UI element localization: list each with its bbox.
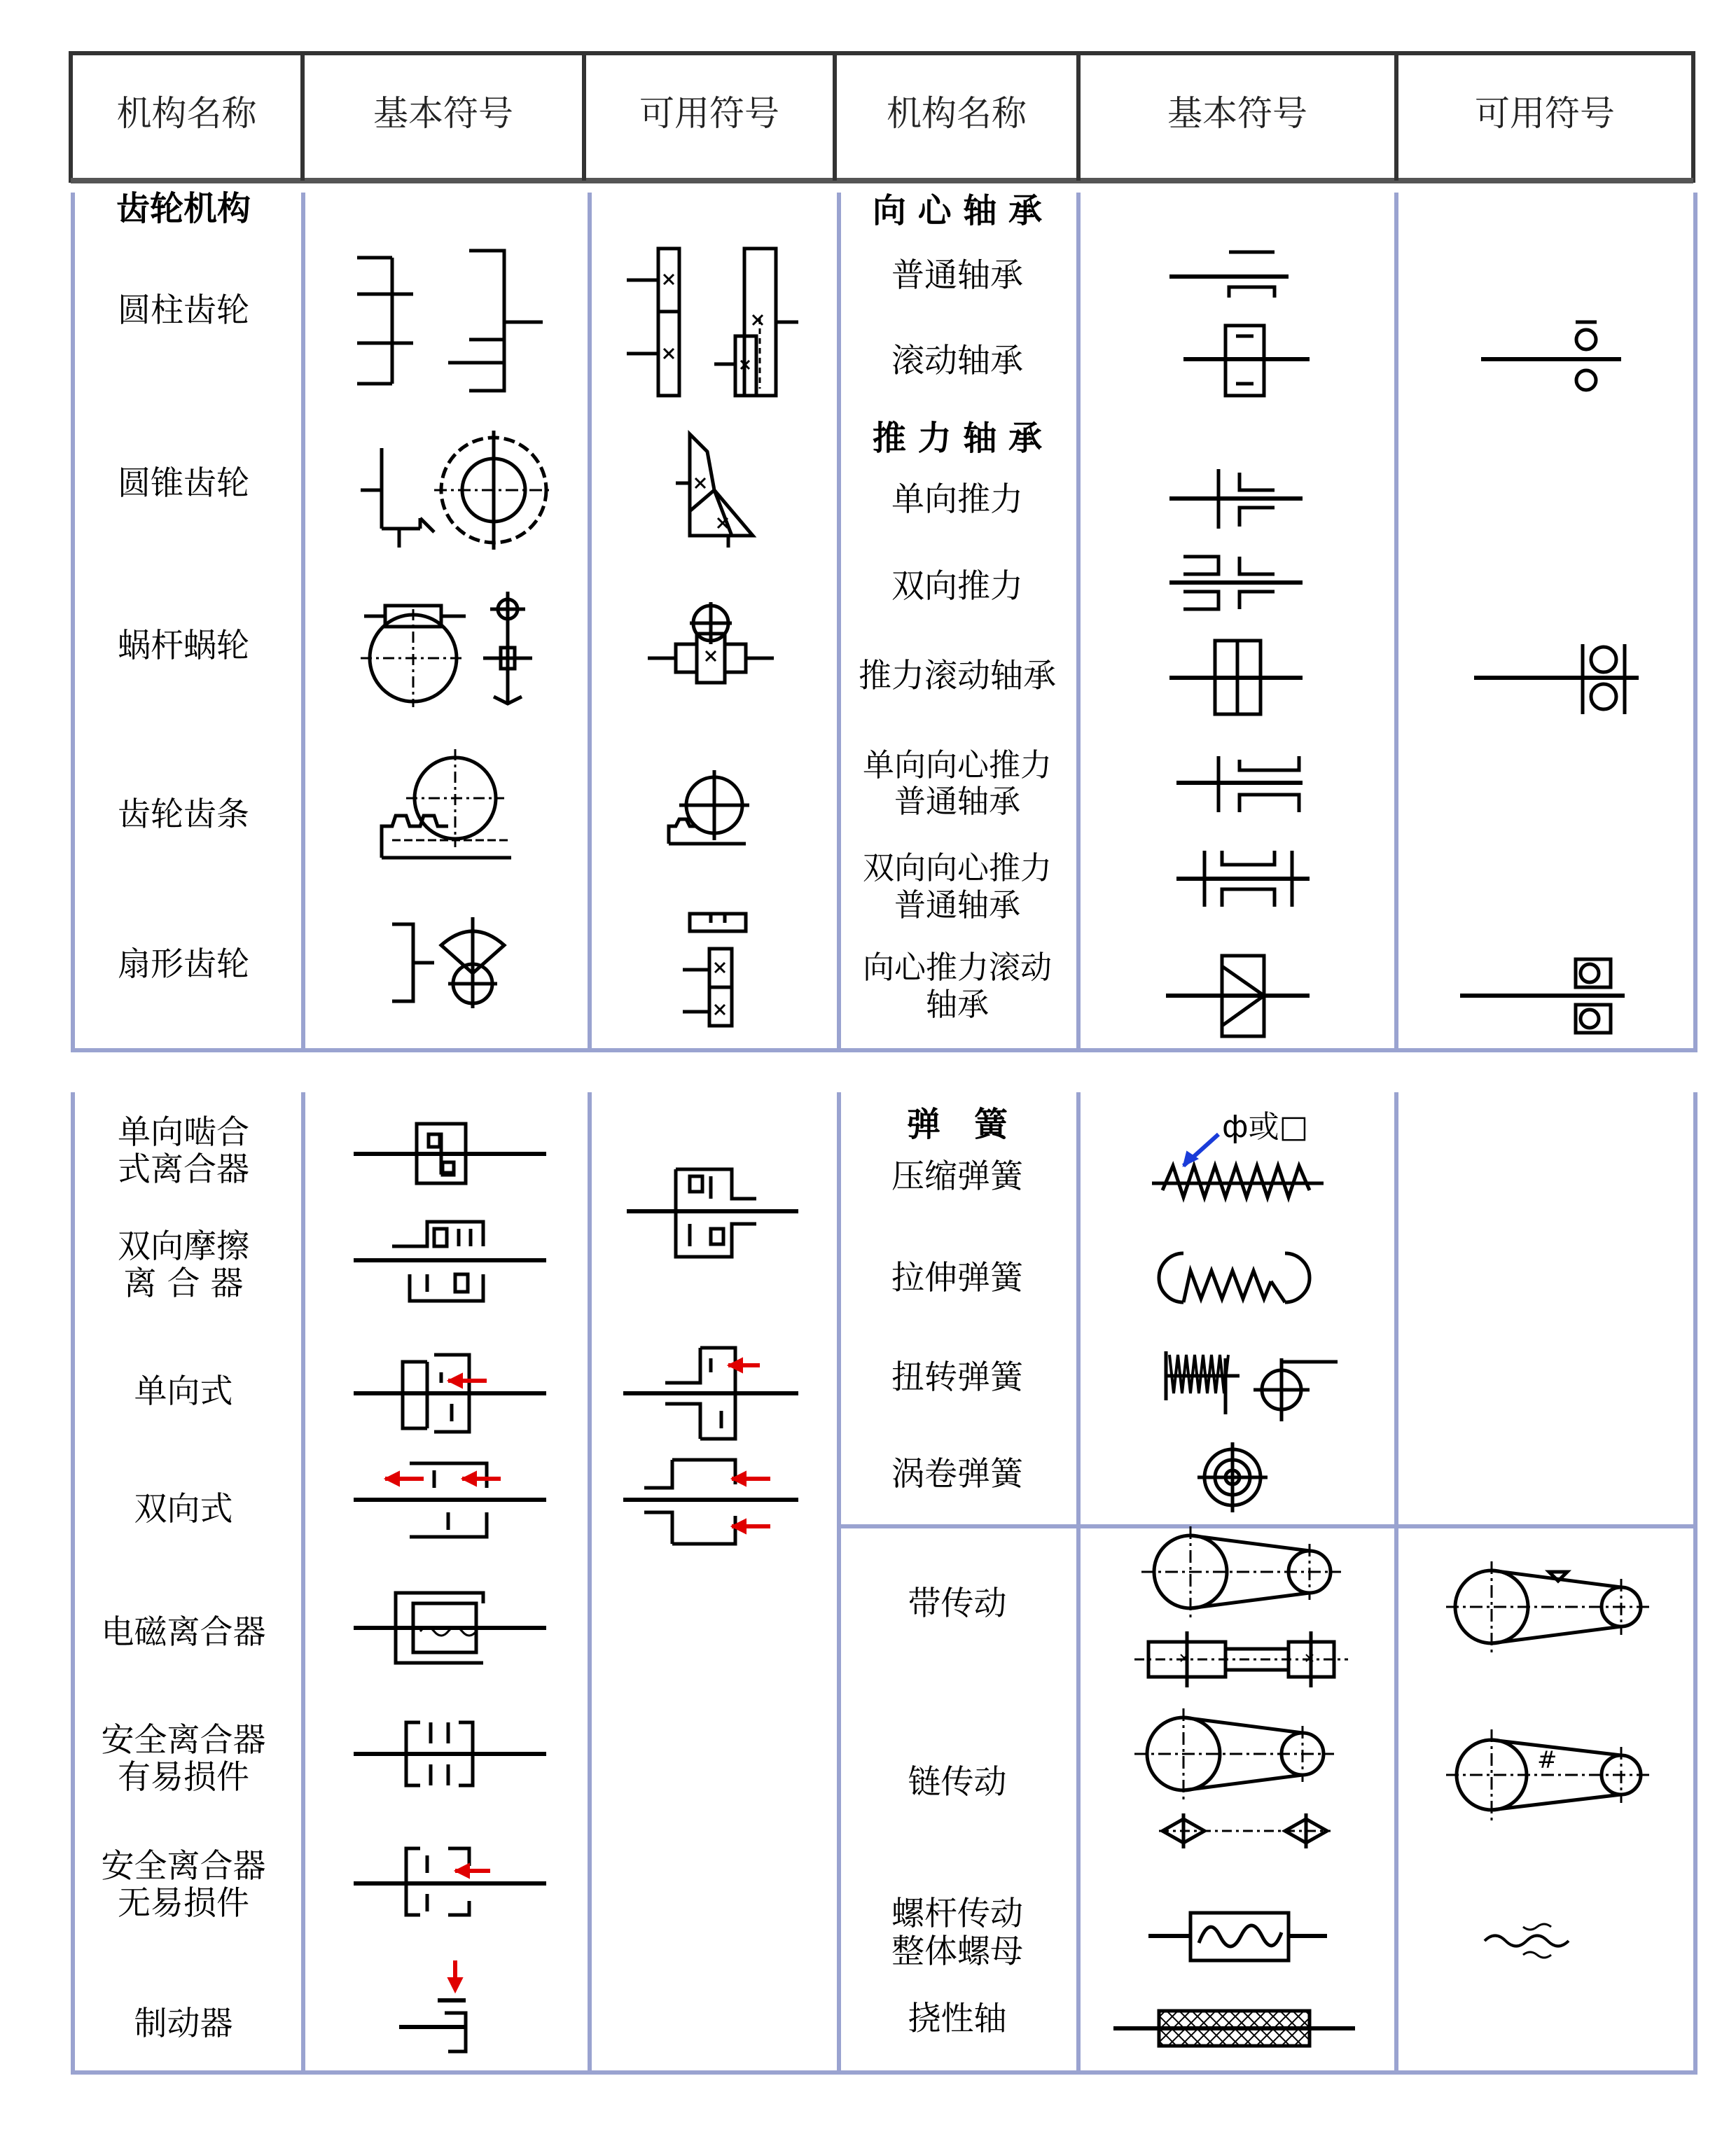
one-way-thrust-symbol bbox=[1169, 469, 1303, 529]
compression-spring-symbol bbox=[1152, 1134, 1324, 1197]
label-spiral-spring: 涡卷弹簧 bbox=[891, 1455, 1023, 1493]
label-clutch-4: 双向式 bbox=[134, 1490, 233, 1528]
label-bevel-gear: 圆锥齿轮 bbox=[118, 464, 249, 503]
two-way-clutch-alt-symbol bbox=[623, 1460, 798, 1544]
bevel-gear-alt-symbol bbox=[676, 434, 753, 548]
header-basic-symbol-2: 基本符号 bbox=[1167, 93, 1307, 134]
plain-bearing-symbol bbox=[1169, 252, 1289, 298]
tension-spring-symbol bbox=[1159, 1253, 1310, 1302]
label-worm-gear: 蜗杆蜗轮 bbox=[118, 627, 249, 665]
chain-mark: # bbox=[1537, 1746, 1557, 1774]
chain-drive-alt-symbol bbox=[1446, 1729, 1649, 1820]
worm-gear-alt-symbol bbox=[648, 602, 774, 683]
label-chain-drive: 链传动 bbox=[908, 1763, 1007, 1802]
header-alt-symbol: 可用符号 bbox=[639, 93, 779, 134]
brake-symbol bbox=[399, 1960, 466, 2051]
section-title-gears: 齿轮机构 bbox=[116, 189, 251, 228]
sector-gear-alt-symbol bbox=[683, 914, 746, 1026]
belt-drive-alt-symbol bbox=[1446, 1561, 1649, 1652]
label-combo-bearing-1b: 普通轴承 bbox=[894, 783, 1020, 820]
rack-pinion-basic-symbol bbox=[382, 749, 511, 858]
label-clutch-7b: 无易损件 bbox=[118, 1884, 249, 1923]
radial-thrust-bearing-1-symbol bbox=[1176, 756, 1303, 812]
screw-drive-alt-symbol bbox=[1485, 1924, 1569, 1958]
label-clutch-3: 单向式 bbox=[134, 1372, 233, 1411]
label-clutch-1b: 式离合器 bbox=[118, 1150, 249, 1189]
belt-drive-basic-symbol bbox=[1134, 1526, 1348, 1687]
section-title-radial-bearing: 向 心 轴 承 bbox=[872, 191, 1043, 230]
clutch-alt-symbol bbox=[627, 1169, 798, 1257]
one-way-mesh-clutch-basic-symbol bbox=[354, 1124, 546, 1183]
label-compression-spring: 压缩弹簧 bbox=[891, 1157, 1023, 1196]
rolling-bearing-symbol bbox=[1183, 326, 1310, 396]
electromagnetic-clutch-symbol bbox=[354, 1593, 546, 1663]
spring-note: ф或□ bbox=[1222, 1109, 1309, 1145]
label-clutch-7a: 安全离合器 bbox=[101, 1847, 266, 1886]
two-way-friction-clutch-basic-symbol bbox=[354, 1222, 546, 1301]
spur-gear-alt-symbol bbox=[627, 249, 798, 396]
rolling-bearing-alt-symbol bbox=[1481, 322, 1621, 390]
label-spur-gear: 圆柱齿轮 bbox=[118, 291, 249, 330]
safety-clutch-1-symbol bbox=[354, 1722, 546, 1785]
label-combo-bearing-3b: 轴承 bbox=[925, 986, 989, 1023]
label-two-way-thrust: 双向推力 bbox=[891, 567, 1023, 606]
spur-gear-basic-symbol bbox=[357, 251, 543, 391]
radial-thrust-bearing-2-symbol bbox=[1176, 851, 1310, 907]
label-belt-drive: 带传动 bbox=[908, 1584, 1007, 1623]
bevel-gear-basic-symbol bbox=[361, 431, 553, 550]
label-screw-drive-b: 整体螺母 bbox=[891, 1932, 1023, 1971]
label-one-way-thrust: 单向推力 bbox=[891, 480, 1023, 519]
thrust-rolling-alt-symbol bbox=[1474, 644, 1639, 714]
torsion-spring-symbol bbox=[1166, 1351, 1338, 1421]
radial-thrust-rolling-alt-symbol bbox=[1460, 959, 1625, 1033]
spiral-spring-symbol bbox=[1197, 1442, 1268, 1512]
screw-drive-basic-symbol bbox=[1148, 1913, 1327, 1960]
label-tension-spring: 拉伸弹簧 bbox=[891, 1259, 1023, 1297]
worm-gear-basic-symbol bbox=[361, 592, 532, 707]
sector-gear-basic-symbol bbox=[392, 917, 504, 1008]
header-alt-symbol-2: 可用符号 bbox=[1475, 93, 1615, 134]
label-clutch-2a: 双向摩擦 bbox=[118, 1227, 249, 1266]
radial-thrust-rolling-bearing-symbol bbox=[1166, 956, 1310, 1036]
label-clutch-6b: 有易损件 bbox=[118, 1758, 249, 1797]
label-clutch-2b: 离 合 器 bbox=[123, 1264, 244, 1303]
label-plain-bearing: 普通轴承 bbox=[891, 256, 1023, 295]
label-screw-drive-a: 螺杆传动 bbox=[891, 1895, 1023, 1933]
one-way-clutch-basic-symbol bbox=[354, 1355, 546, 1432]
label-combo-bearing-1a: 单向向心推力 bbox=[862, 746, 1052, 783]
label-combo-bearing-3a: 向心推力滚动 bbox=[862, 949, 1052, 986]
header-mechanism-name: 机构名称 bbox=[116, 93, 257, 134]
label-combo-bearing-2b: 普通轴承 bbox=[894, 886, 1020, 924]
label-sector-gear: 扇形齿轮 bbox=[118, 945, 249, 984]
label-thrust-rolling-bearing: 推力滚动轴承 bbox=[859, 657, 1056, 695]
safety-clutch-2-symbol bbox=[354, 1848, 546, 1915]
label-flexible-shaft: 挠性轴 bbox=[908, 2000, 1007, 2038]
chain-drive-basic-symbol bbox=[1134, 1708, 1334, 1848]
label-clutch-5: 电磁离合器 bbox=[101, 1613, 266, 1652]
section-title-spring: 弹 簧 bbox=[906, 1105, 1008, 1144]
two-way-clutch-basic-symbol bbox=[354, 1463, 546, 1537]
flexible-shaft-symbol bbox=[1113, 2011, 1355, 2046]
label-rolling-bearing: 滚动轴承 bbox=[891, 342, 1023, 380]
header-mechanism-name-2: 机构名称 bbox=[887, 93, 1027, 134]
label-combo-bearing-2a: 双向向心推力 bbox=[862, 849, 1052, 886]
section-title-thrust-bearing: 推 力 轴 承 bbox=[872, 419, 1043, 458]
label-rack-pinion: 齿轮齿条 bbox=[118, 795, 249, 834]
thrust-rolling-bearing-symbol bbox=[1169, 641, 1303, 714]
rack-pinion-alt-symbol bbox=[669, 770, 749, 844]
label-clutch-6a: 安全离合器 bbox=[101, 1721, 266, 1760]
one-way-clutch-alt-symbol bbox=[623, 1348, 798, 1439]
header-basic-symbol: 基本符号 bbox=[373, 93, 513, 134]
label-torsion-spring: 扭转弹簧 bbox=[891, 1358, 1023, 1397]
label-brake: 制动器 bbox=[134, 2005, 233, 2043]
two-way-thrust-symbol bbox=[1169, 557, 1303, 609]
label-clutch-1a: 单向啮合 bbox=[118, 1113, 249, 1152]
